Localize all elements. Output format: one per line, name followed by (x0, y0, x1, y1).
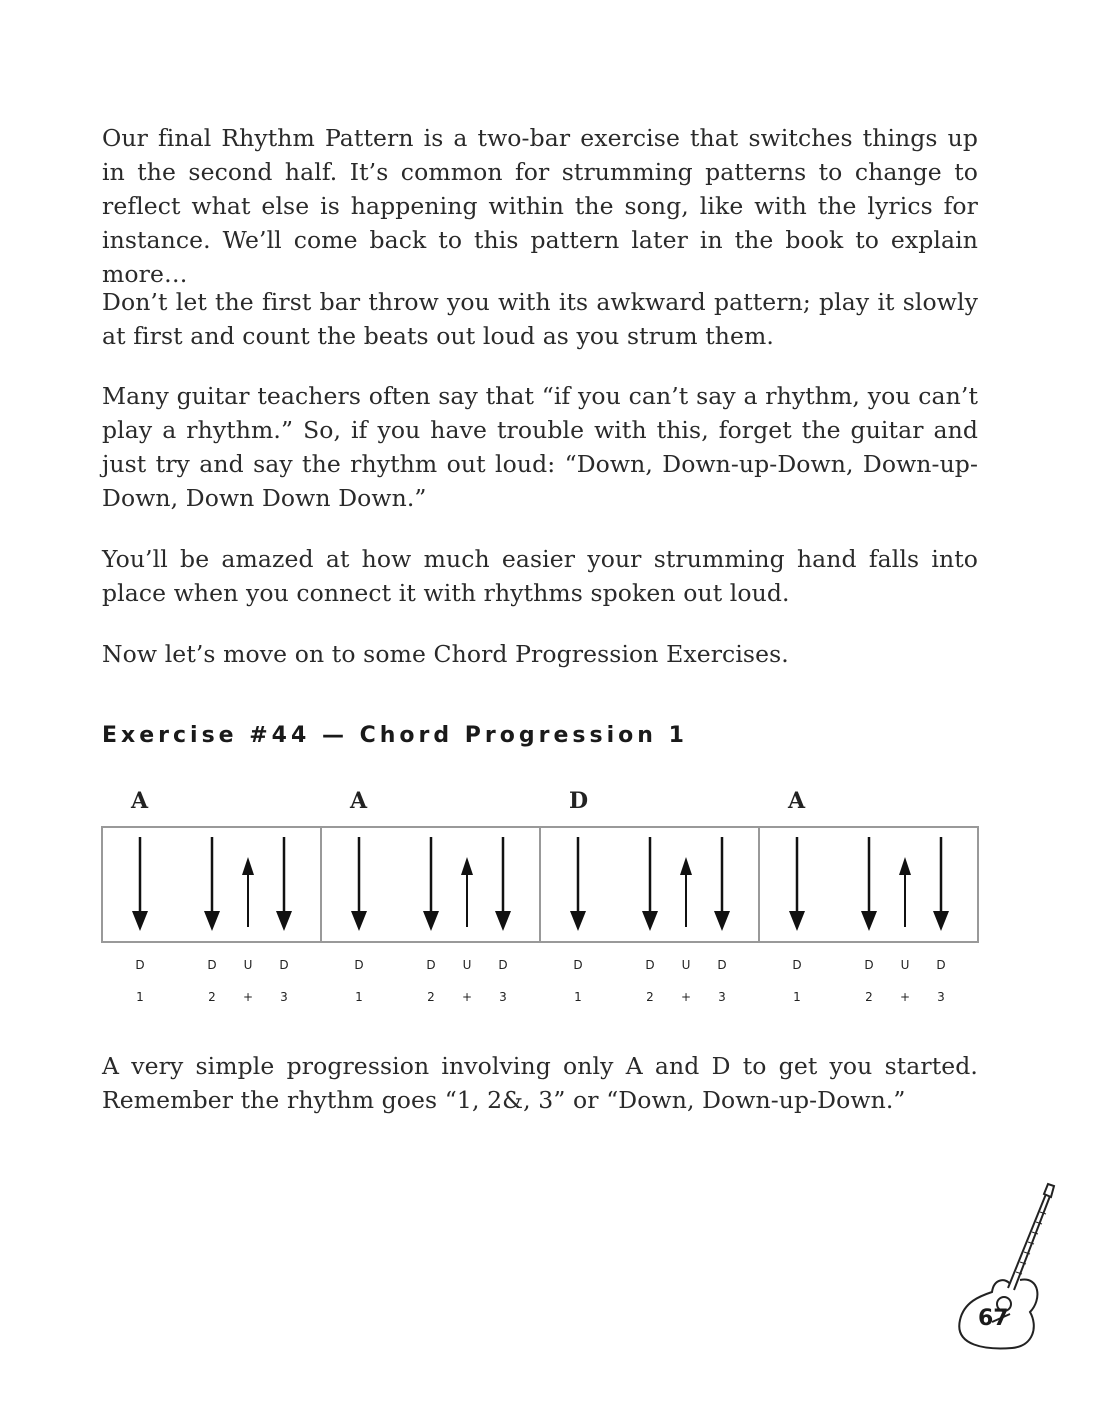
beat-count-label: + (680, 990, 692, 1004)
down-arrow-head (204, 911, 220, 931)
down-arrow-head (570, 911, 586, 931)
strum-direction-label: D (792, 958, 802, 972)
paragraph-1: Our final Rhythm Pattern is a two-bar exercise that switches things up in the second half. It’s common for strumming patterns to change to reflect what else is happening within the song, like with the lyrics for instance. We’ll come back to this pattern later in the book to explain more… (102, 124, 978, 288)
strum-direction-label: U (462, 958, 472, 972)
paragraph-2: Don’t let the first bar throw you with its awkward pattern; play it slowly at first and count the beats out loud as you strum them. (102, 288, 978, 350)
down-arrow-head (861, 911, 877, 931)
beat-count-label: 1 (355, 990, 363, 1004)
paragraph-5: Now let’s move on to some Chord Progression Exercises. (102, 640, 789, 668)
down-arrow-head (495, 911, 511, 931)
up-arrow-head (242, 857, 254, 875)
beat-count-label: 2 (646, 990, 654, 1004)
beat-count-label: 1 (574, 990, 582, 1004)
strum-direction-label: D (864, 958, 874, 972)
up-arrow-head (680, 857, 692, 875)
beat-count-label: 1 (793, 990, 801, 1004)
down-arrow-head (351, 911, 367, 931)
strum-direction-label: U (243, 958, 253, 972)
strum-direction-label: U (900, 958, 910, 972)
up-arrow-head (899, 857, 911, 875)
strum-pattern-diagram (0, 780, 1113, 1020)
beat-count-label: + (461, 990, 473, 1004)
beat-count-label: 3 (937, 990, 945, 1004)
down-arrow-head (789, 911, 805, 931)
up-arrow-head (461, 857, 473, 875)
down-arrow-head (642, 911, 658, 931)
strum-direction-label: D (717, 958, 727, 972)
down-arrow-head (933, 911, 949, 931)
exercise-description: A very simple progression involving only A and D to get you started. Remember the rhythm goes “1, 2&, 3” or “Down, Down-up-Down.” (102, 1052, 978, 1114)
exercise-heading: Exercise #44 — Chord Progression 1 (102, 723, 688, 748)
down-arrow-head (132, 911, 148, 931)
beat-count-label: 3 (280, 990, 288, 1004)
chord-label: A (131, 788, 149, 814)
down-arrow-head (276, 911, 292, 931)
paragraph-3: Many guitar teachers often say that “if you can’t say a rhythm, you can’t play a rhythm.” So, if you have trouble with this, forget the guitar and just try and say the rhythm out loud: “Down, Down-up-Down, Down-up-Down, Down Down Down.” (102, 382, 978, 512)
beat-count-label: + (242, 990, 254, 1004)
beat-count-label: 3 (718, 990, 726, 1004)
page-number: 67 (978, 1306, 1009, 1331)
beat-count-label: 2 (427, 990, 435, 1004)
strum-direction-label: D (279, 958, 289, 972)
chord-label: A (788, 788, 806, 814)
chord-label: D (569, 788, 589, 814)
beat-count-label: 2 (208, 990, 216, 1004)
strum-direction-label: D (426, 958, 436, 972)
strum-direction-label: D (645, 958, 655, 972)
strum-direction-label: D (573, 958, 583, 972)
strum-direction-label: D (354, 958, 364, 972)
strum-direction-label: D (498, 958, 508, 972)
strum-direction-label: D (936, 958, 946, 972)
beat-count-label: 2 (865, 990, 873, 1004)
beat-count-label: 1 (136, 990, 144, 1004)
strum-direction-label: D (135, 958, 145, 972)
chord-label: A (350, 788, 368, 814)
beat-count-label: 3 (499, 990, 507, 1004)
paragraph-4: You’ll be amazed at how much easier your strumming hand falls into place when you connect it with rhythms spoken out loud. (102, 545, 978, 607)
down-arrow-head (423, 911, 439, 931)
strum-direction-label: D (207, 958, 217, 972)
down-arrow-head (714, 911, 730, 931)
beat-count-label: + (899, 990, 911, 1004)
strum-direction-label: U (681, 958, 691, 972)
